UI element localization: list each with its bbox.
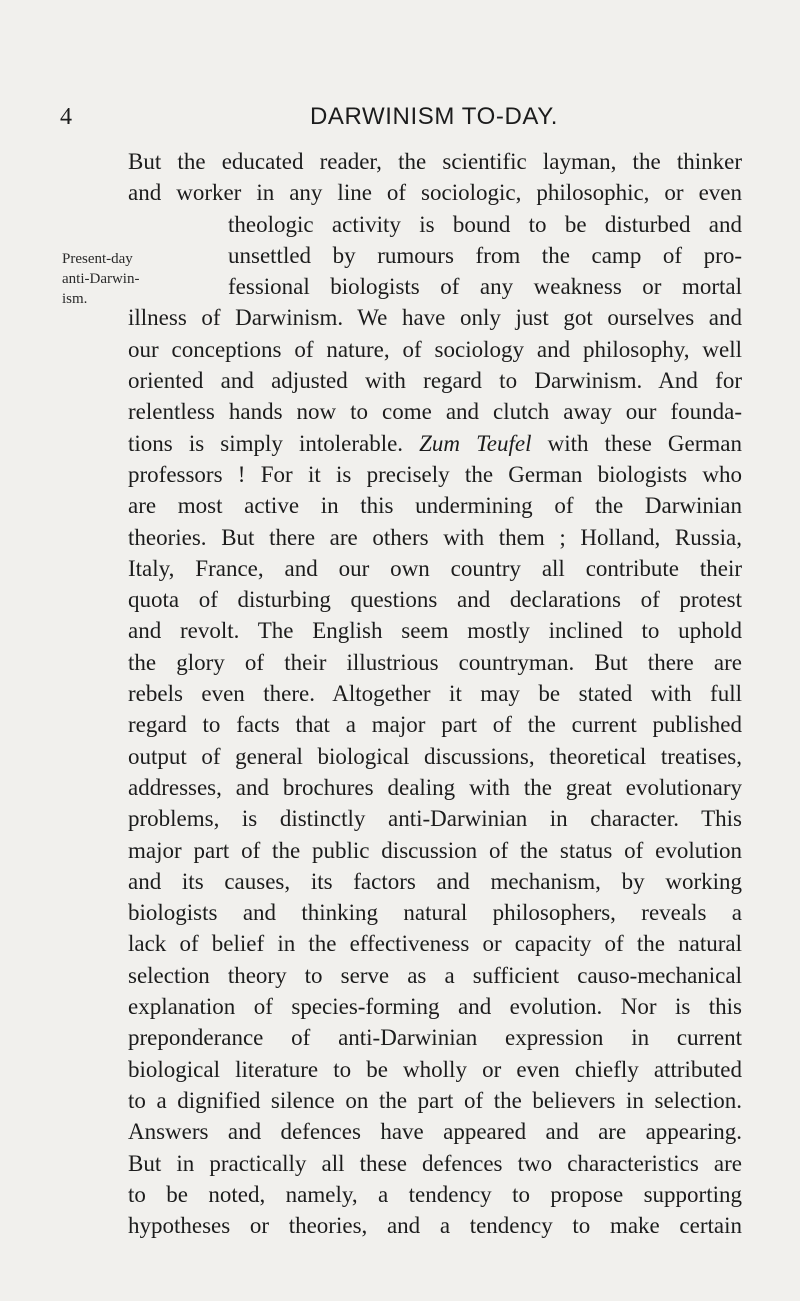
body-paragraph: [128, 146, 742, 1241]
text-line: oriented and adjusted with regard to Darwinism. And for: [128, 368, 742, 394]
text-line: Italy, France, and our own country all contribute their: [128, 555, 742, 581]
text-line: explanation of species-forming and evolution. Nor is this: [128, 994, 742, 1020]
text-line: illness of Darwinism. We have only just got ourselves and: [128, 305, 742, 331]
text-segment: with these German: [547, 430, 742, 456]
text-line: output of general biological discussions, theoretical treatises,: [128, 743, 742, 769]
text-line: biological literature to be wholly or even chiefly attributed: [128, 1056, 742, 1082]
running-head: [0, 102, 800, 132]
text-line: rebels even there. Altogether it may be stated with full: [128, 681, 742, 707]
text-line: But the educated reader, the scientific layman, the thinker: [128, 149, 742, 174]
text-line: major part of the public discussion of the status of evolution: [128, 837, 742, 863]
text-line: But in practically all these defences two characteristics are: [128, 1150, 742, 1176]
text-line: and worker in any line of sociologic, philosophic, or even: [128, 180, 742, 206]
text-line: the glory of their illustrious countryman. But there are: [128, 649, 742, 675]
page-number: 4: [60, 104, 72, 130]
text-line: theories. But there are others with them ; Holland, Russia,: [128, 524, 742, 550]
text-line: biologists and thinking natural philosophers, reveals a: [128, 900, 742, 926]
text-line: to a dignified silence on the part of the believers in selection.: [128, 1087, 742, 1113]
text-line-with-italic: [128, 428, 742, 459]
text-line: preponderance of anti-Darwinian expression in current: [128, 1025, 742, 1051]
text-line: and revolt. The English seem mostly inclined to uphold: [128, 618, 742, 644]
text-segment: tions is simply intolerable.: [128, 430, 404, 456]
text-line: relentless hands now to come and clutch away our founda-: [128, 399, 742, 425]
text-line: addresses, and brochures dealing with the great evolutionary: [128, 774, 742, 800]
text-line: hypotheses or theories, and a tendency to make certain: [128, 1213, 742, 1239]
italic-phrase: Zum Teufel: [419, 430, 532, 456]
text-line: quota of disturbing questions and declarations of protest: [128, 587, 742, 613]
text-line: selection theory to serve as a sufficient causo-mechanical: [128, 962, 742, 988]
text-line: lack of belief in the effectiveness or capacity of the natural: [128, 931, 742, 957]
text-line: problems, is distinctly anti-Darwinian in character. This: [128, 806, 742, 832]
running-head-title: DARWINISM TO-DAY.: [310, 103, 559, 130]
margin-note-line: Present-day: [62, 251, 133, 267]
text-line: to be noted, namely, a tendency to propose supporting: [128, 1181, 742, 1207]
text-line: and its causes, its factors and mechanism, by working: [128, 868, 742, 894]
text-line: unsettled by rumours from the camp of pro-: [228, 242, 742, 268]
margin-note-line: anti-Darwin-: [62, 271, 140, 287]
margin-note-line: ism.: [62, 291, 88, 307]
text-line: professors ! For it is precisely the German biologists who: [128, 461, 742, 487]
text-line: are most active in this undermining of the Darwinian: [128, 493, 742, 519]
text-line: our conceptions of nature, of sociology and philosophy, well: [128, 336, 742, 362]
text-line: Answers and defences have appeared and are appearing.: [128, 1119, 742, 1145]
text-line: theologic activity is bound to be disturbed and: [228, 211, 742, 237]
text-line: fessional biologists of any weakness or mortal: [228, 274, 742, 300]
text-line: regard to facts that a major part of the current published: [128, 712, 742, 738]
